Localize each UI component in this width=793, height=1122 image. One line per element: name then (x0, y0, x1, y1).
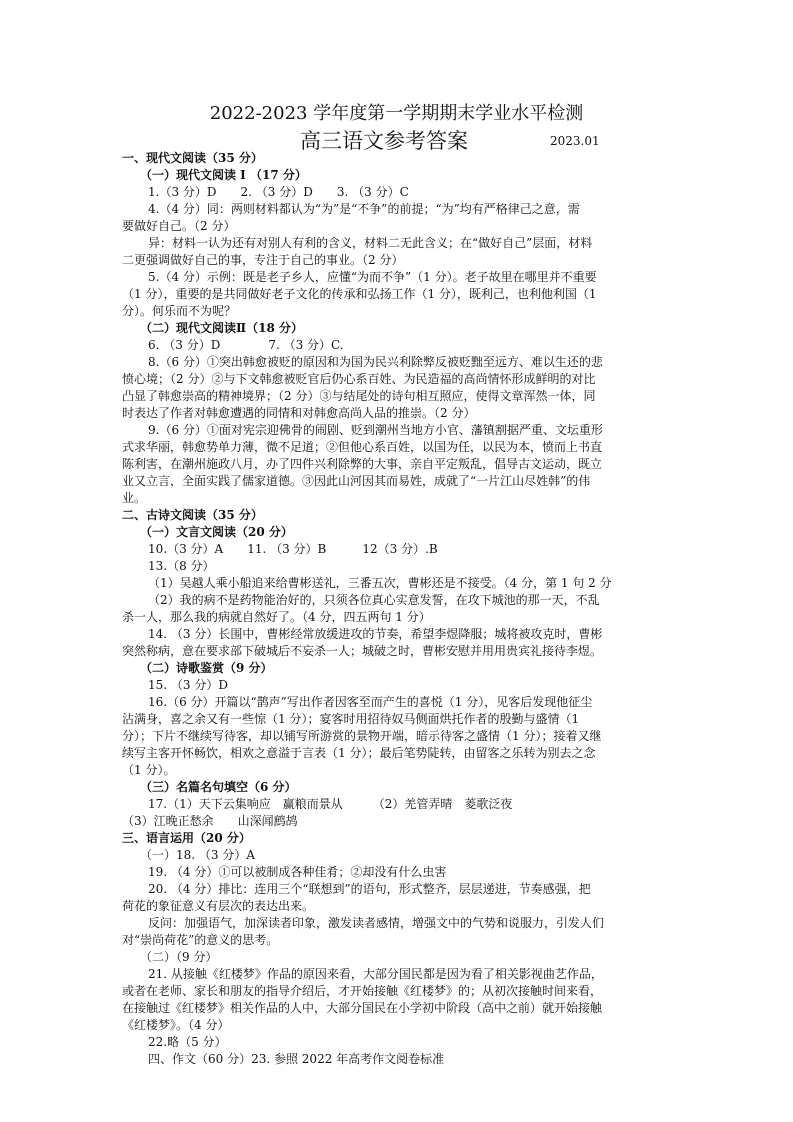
answer-line: 分）。何乐而不为呢？ (122, 304, 237, 318)
answer-line: 17.（1）天下云集响应 赢粮而景从 （2）羌管弄晴 菱歌泛夜 (148, 797, 513, 811)
answer-line: 愤心境；（2 分）②与下文韩愈被贬官后仍心系百姓、为民造福的高尚情怀形成鲜明的对比 (122, 372, 596, 386)
answer-line: 分）；下片不继续写待客，却以铺写所游赏的景物开端，暗示待客之盛情（1 分）；接着又继 (122, 729, 602, 743)
answer-line: （1 分）。 (122, 763, 176, 777)
section-heading: （一）现代文阅读 I （17 分） (140, 168, 307, 182)
answer-line: （2）我的病不是药物能治好的，只须各位真心实意发誓，在攻下城池的那一天，不乱 (148, 593, 600, 607)
section-heading: 一、现代文阅读（35 分） (122, 151, 263, 165)
answer-line: 反问：加强语气，加深读者印象，激发读者感情，增强文中的气势和说服力，引发人们 (148, 916, 605, 930)
answer-line: 6. （3 分）D 7. （3 分）C. (148, 338, 344, 352)
answer-line: 21. 从接触《红楼梦》作品的原因来看，大部分国民都是因为看了相关影视曲艺作品， (148, 967, 603, 981)
answer-line: （3）江晚正愁余 山深闻鹧鸪 (122, 814, 298, 828)
document-date: 2023.01 (550, 134, 600, 148)
answer-line: 对“崇尚荷花”的意义的思考。 (122, 933, 279, 947)
answer-line: 15. （3 分）D (148, 678, 228, 692)
section-heading: 二、古诗文阅读（35 分） (122, 508, 263, 522)
answer-line: 4.（4 分）同：两则材料都认为“为”是“不争”的前提；“为”均有严格律己之意，需 (148, 202, 580, 216)
answer-line: 14. （3 分）长围中，曹彬经常放缓进攻的节奏，希望李煜降服；城将被攻克时，曹彬 (148, 627, 603, 641)
answer-line: 荷花的象征意义有层次的表达出来。 (122, 899, 315, 913)
answer-line: 四、作文（60 分）23. 参照 2022 年高考作文阅卷标准 (148, 1052, 445, 1066)
answer-line: 突然称病，意在要求部下破城后不妄杀一人；城破之时，曹彬安慰并用用贵宾礼接待李煜。 (122, 644, 603, 658)
answer-line: （1 分），重要的是共同做好老子文化的传承和弘扬工作（1 分），既利己，也利他利国（1 (122, 287, 597, 301)
answer-line: （二）（9 分） (140, 950, 218, 964)
answer-line: 业又立言，全面实践了儒家道德。③因此山河因其而易姓，成就了“一片江山尽姓韩”的伟 (122, 474, 591, 488)
answer-line: 《红楼梦》。（4 分） (122, 1018, 230, 1032)
section-heading: （一）文言文阅读（20 分） (140, 525, 293, 539)
answer-line: 异：材料一认为还有对别人有利的含义，材料二无此含义；在“做好自己”层面，材料 (148, 236, 593, 250)
answer-line: 凸显了韩愈崇高的精神境界；（2 分）③与结尾处的诗句相互照应，使得文章浑然一体，同 (122, 389, 596, 403)
answer-line: 9.（6 分）①面对宪宗迎佛骨的闹剧、贬到潮州当地方小官、藩镇割据严重、文坛重形 (148, 423, 603, 437)
section-heading: （三）名篇名句填空（6 分） (140, 780, 297, 794)
answer-line: 沾满身，喜之余又有一些惊（1 分）；宴客时用招待奴马侧面烘托作者的殷勤与盛情（1 (122, 712, 580, 726)
answer-line: 二更强调做好自己的事，专注于自己的事业。（2 分） (122, 253, 404, 267)
answer-line: 22.略（5 分） (148, 1035, 227, 1049)
answer-line: 或者在老师、家长和朋友的指导介绍后，才开始接触《红楼梦》的；从初次接触时间来看， (122, 984, 603, 998)
section-heading: 三、语言运用（20 分） (122, 831, 251, 845)
answer-line: 陈利害，在潮州施政八月，办了四件兴利除弊的大事，亲自平定叛乱，倡导古文运动，既立 (122, 457, 603, 471)
answer-line: 杀一人，那么我的病就自然好了。（4 分，四五两句 1 分） (122, 610, 431, 624)
answer-line: 1.（3 分）D 2. （3 分）D 3. （3 分）C (148, 185, 409, 199)
answer-line: 续写主客开怀畅饮，相欢之意溢于言表（1 分）；最后笔势陡转，由留客之乐转为别去之念 (122, 746, 596, 760)
answer-line: 20. （4 分）排比：连用三个“联想到”的语句，形式整齐，层层递进，节奏感强，把 (148, 882, 591, 896)
section-heading: （二）现代文阅读Ⅱ（18 分） (140, 321, 303, 335)
answer-line: 在接触过《红楼梦》相关作品的人中，大部分国民在小学初中阶段（高中之前）就开始接触 (122, 1001, 603, 1015)
answer-line: 13.（8 分） (148, 559, 215, 573)
answer-line: 5.（4 分）示例：既是老子乡人，应懂“为而不争”（1 分）。老子故里在哪里并不重要 (148, 270, 597, 284)
section-heading: （二）诗歌鉴赏（9 分） (140, 661, 273, 675)
answer-line: 19. （4 分）①可以被制成各种佳肴；②却没有什么虫害 (148, 865, 447, 879)
answer-line: 时表达了作者对韩愈遭遇的同情和对韩愈高尚人品的推崇。（2 分） (122, 406, 476, 420)
answer-line: 8.（6 分）①突出韩愈被贬的原因和为国为民兴利除弊反被贬黜至远方、难以生还的悲 (148, 355, 603, 369)
answer-line: 要做好自己。（2 分） (122, 219, 236, 233)
document-title: 2022-2023 学年度第一学期期末学业水平检测 (209, 103, 584, 124)
document-subtitle: 高三语文参考答案 (300, 129, 468, 153)
answer-line: 10.（3 分）A 11. （3 分）B 12（3 分）.B (148, 542, 438, 556)
answer-line: （一）18. （3 分）A (140, 848, 256, 862)
answer-line: 16.（6 分）开篇以“鹊声”写出作者因客至而产生的喜悦（1 分），见客后发现他征尘 (148, 695, 593, 709)
answer-line: 式求华丽，韩愈势单力薄，微不足道；②但他心系百姓，以国为任，以民为本，愤而上书直 (122, 440, 603, 454)
answer-line: （1）吴越人乘小船追来给曹彬送礼，三番五次，曹彬还是不接受。（4 分，第 1 句 2 分 (148, 576, 612, 590)
answer-line: 业。 (122, 491, 147, 505)
